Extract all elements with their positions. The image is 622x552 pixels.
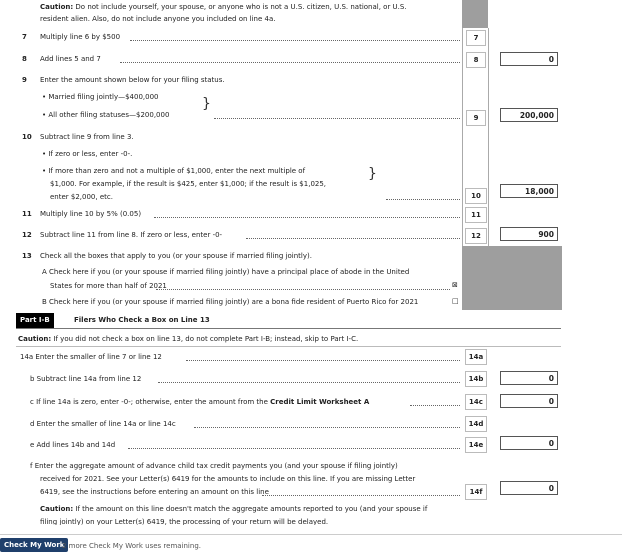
line14c-text-pre: c If line 14a is zero, enter -0-; otherwise, enter the amount from the [30,398,268,406]
line11-text: Multiply line 10 by 5% (0.05) [40,210,142,218]
part-header-rule [16,328,561,329]
line7-box-label: 7 [466,30,486,46]
column-divider [462,28,463,246]
line14b-input[interactable]: 0 [500,371,558,385]
line7-text: Multiply line 6 by $500 [40,33,121,41]
line12-leader [246,238,460,239]
line10-bullet2: • If more than zero and not a multiple of $1,000, enter the next multiple of [42,167,306,175]
line8-text: Add lines 5 and 7 [40,55,101,63]
line8-leader [120,62,460,63]
line11-number: 11 [22,210,32,218]
top-caution [40,3,407,11]
line12-number: 12 [22,231,32,239]
line14a-leader [186,360,460,361]
line9-text: Enter the amount shown below for your filing status. [40,76,225,84]
line14a-box-label: 14a [465,349,487,365]
line10-box-label: 10 [465,188,487,204]
credit-limit-worksheet-link[interactable]: Credit Limit Worksheet A [270,398,370,406]
line12-box-label: 12 [465,228,487,244]
line10-bullet1-text: If zero or less, enter -0-. [48,150,133,158]
line11-leader [154,217,460,218]
part-caution-title: Caution: [18,335,52,343]
line9-bullet2: • All other filing statuses—$200,000 [42,111,170,119]
line13-a-checkbox[interactable]: ⊠ [452,281,458,289]
top-caution-line2: resident alien. Also, do not include anyone you included on line 4a. [40,15,276,23]
caution-line1: Do not include yourself, your spouse, or anyone who is not a U.S. citizen, U.S. national, or U.S. [75,3,407,11]
bottom-caution-line1: If the amount on this line doesn't match the aggregate amounts reported to you (and your spouse if [75,505,428,513]
line14d-box-label: 14d [465,416,487,432]
part-header [16,313,461,328]
check-my-work-button[interactable]: Check My Work [0,538,68,552]
part-title: Filers Who Check a Box on Line 13 [74,316,210,324]
line8-box-label: 8 [466,52,486,68]
line7-number: 7 [22,33,27,41]
line9-box-label: 9 [466,110,486,126]
line10-bullet1: • If zero or less, enter -0-. [42,150,133,158]
line9-bullet2-text: All other filing statuses—$200,000 [48,111,170,119]
line13-text: Check all the boxes that apply to you (or your spouse if married filing jointly). [40,252,312,260]
line13-a-line2: States for more than half of 2021 [50,282,167,290]
line10-leader [386,199,460,200]
line14e-text: e Add lines 14b and 14d [30,441,116,449]
line14f-input[interactable]: 0 [500,481,558,495]
line14c-text [30,398,369,406]
line14f-box-label: 14f [465,484,487,500]
part-caution-rule [16,346,561,347]
gray-column-top [462,0,488,28]
line10-bullet2b: $1,000. For example, if the result is $425, enter $1,000; if the result is $1,025, [50,180,327,188]
line14a-text: 14a Enter the smaller of line 7 or line 12 [20,353,162,361]
line10-brace-icon: } [368,166,377,182]
line14c-leader [410,405,460,406]
line14c-box-label: 14c [465,394,487,410]
line14b-text: b Subtract line 14a from line 12 [30,375,142,383]
line13-b-checkbox[interactable]: □ [452,297,459,305]
bottom-caution-title: Caution: [40,505,74,513]
line8-number: 8 [22,55,27,63]
line10-bullet2a: If more than zero and not a multiple of $1,000, enter the next multiple of [48,167,306,175]
gray-block-line13 [462,246,562,310]
line14f-line3: 6419, see the instructions before entering an amount on this line [40,488,269,496]
line13-a-leader [156,289,450,290]
line14d-text: d Enter the smaller of line 14a or line 14c [30,420,176,428]
line14d-leader [194,427,460,428]
line10-input[interactable]: 18,000 [500,184,558,198]
line14f-line1: f Enter the aggregate amount of advance child tax credit payments you (and your spouse if filing jointly) [30,462,398,470]
line14e-box-label: 14e [465,437,487,453]
line12-input[interactable]: 900 [500,227,558,241]
bottom-caution [40,505,427,513]
line9-number: 9 [22,76,27,84]
line14b-leader [158,382,460,383]
part-caution [18,335,358,343]
line10-number: 10 [22,133,32,141]
bottom-caution-line2: filing jointly) on your Letter(s) 6419, the processing of your return will be delayed. [40,518,329,525]
line9-input[interactable]: 200,000 [500,108,558,122]
part-caution-text: If you did not check a box on line 13, do not complete Part I-B; instead, skip to Part I-C. [53,335,359,343]
line14b-box-label: 14b [465,371,487,387]
line13-number: 13 [22,252,32,260]
caution-title: Caution: [40,3,74,11]
line10-bullet2c: enter $2,000, etc. [50,193,113,201]
line10-text: Subtract line 9 from line 3. [40,133,134,141]
column-divider-right [488,28,489,246]
line7-leader [130,40,460,41]
line9-bullet1: • Married filing jointly—$400,000 [42,93,159,101]
line14f-leader [262,495,460,496]
line14c-input[interactable]: 0 [500,394,558,408]
line13-b-line: B Check here if you (or your spouse if married filing jointly) are a bona fide resident of Puerto Rico for 2021 [42,298,419,306]
remaining-uses-text: 2 more Check My Work uses remaining. [62,542,201,550]
part-tag: Part I-B [16,313,54,328]
line8-input[interactable]: 0 [500,52,558,66]
line11-box-label: 11 [465,207,487,223]
line14e-input[interactable]: 0 [500,436,558,450]
line14e-leader [128,448,460,449]
line13-a-line1: A Check here if you (or your spouse if married filing jointly) have a principal place of abode in the United [42,268,410,276]
line9-brace-icon: } [202,96,211,112]
line9-leader [214,118,460,119]
line14f-line2: received for 2021. See your Letter(s) 6419 for the amounts to include on this line. If you are missing Letter [40,475,416,483]
line12-text: Subtract line 11 from line 8. If zero or less, enter -0- [40,231,223,239]
line9-bullet1-text: Married filing jointly—$400,000 [48,93,159,101]
